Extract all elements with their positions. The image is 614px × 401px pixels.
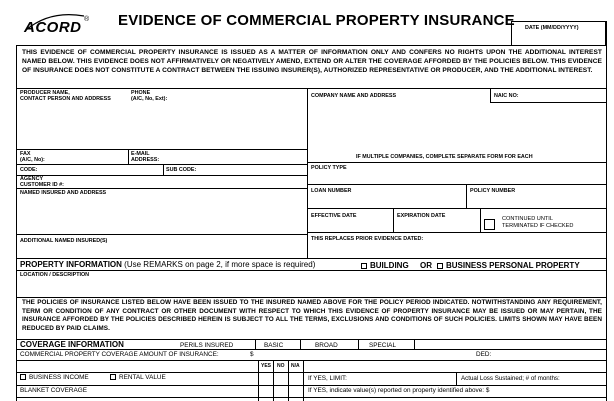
loan-policy-divider	[466, 184, 467, 208]
special-label: SPECIAL	[369, 342, 396, 349]
multiple-companies-note: IF MULTIPLE COMPANIES, COMPLETE SEPARATE FORM FOR EACH	[356, 154, 533, 160]
bi-top-line	[16, 372, 606, 373]
policy-type-divider	[307, 162, 606, 163]
policy-number-label: POLICY NUMBER	[470, 188, 516, 194]
dates-divider	[307, 208, 606, 209]
location-field[interactable]	[17, 279, 605, 297]
perils-div-2	[300, 339, 301, 349]
eff-exp-divider	[393, 208, 394, 232]
coverage-amount-label: COMMERCIAL PROPERTY COVERAGE AMOUNT OF INSURANCE:	[20, 351, 219, 358]
rental-value-label: RENTAL VALUE	[119, 374, 166, 381]
disclaimer-text: THIS EVIDENCE OF COMMERCIAL PROPERTY INSURANCE IS ISSUED AS A MATTER OF INFORMATION ONLY AND CONFERS NO RIGHTS UPON THE ADDITIONAL INTEREST NAMED BELOW. THIS EVIDENCE DOES NOT AFFIRMATIVELY OR NEGATIVELY AMEND, EXTEND OR ALTER THE COVERAGE AFFORDED BY THE POLICIES BELOW. THIS EVIDENCE OF INSURANCE DOES NOT CONSTITUTE A CONTRACT BETWEEN THE ISSUING INSURER(S), AUTHORIZED REPRESENTATIVE OR PRODUCER, AND THE ADDITIONAL INTEREST.	[22, 49, 602, 74]
email-sub-label: ADDRESS:	[131, 157, 160, 163]
basic-label: BASIC	[264, 342, 284, 349]
coverage-amount-field[interactable]	[256, 350, 471, 359]
additional-named-label: ADDITIONAL NAMED INSURED(S)	[20, 238, 108, 244]
limit-divider	[456, 372, 457, 385]
effective-date-label: EFFECTIVE DATE	[311, 213, 357, 219]
contact-address-label: CONTACT PERSON AND ADDRESS	[20, 96, 111, 102]
named-insured-field[interactable]	[17, 197, 306, 234]
company-name-label: COMPANY NAME AND ADDRESS	[311, 93, 397, 99]
property-heading-note: (Use REMARKS on page 2, if more space is required)	[124, 260, 316, 269]
top-border	[16, 45, 606, 46]
building-checkbox[interactable]	[361, 263, 367, 269]
perils-insured-label: PERILS INSURED	[180, 342, 234, 349]
replaces-label: THIS REPLACES PRIOR EVIDENCE DATED:	[311, 236, 424, 242]
code-subcode-divider	[163, 164, 164, 175]
policies-top-line	[16, 297, 606, 298]
phone-sub-label: (A/C, No, Ext):	[131, 96, 168, 102]
fax-label: FAX	[20, 151, 31, 157]
yes-no-line	[273, 360, 274, 401]
coverage-heading: COVERAGE INFORMATION	[20, 340, 124, 349]
no-na-line	[288, 360, 289, 401]
company-field[interactable]	[308, 102, 605, 152]
acord-logo	[20, 10, 90, 36]
perils-div-4	[414, 339, 415, 349]
replaces-divider	[307, 232, 606, 233]
code-divider	[16, 164, 307, 165]
fax-sub-label: (A/C, No):	[20, 157, 45, 163]
bpp-option[interactable]	[437, 261, 580, 270]
policies-statement: THE POLICIES OF INSURANCE LISTED BELOW HAVE BEEN ISSUED TO THE INSURED NAMED ABOVE FOR THE POLICY PERIOD INDICATED. NOTWITHSTANDING ANY REQUIREMENT, TERM OR CONDITION OF ANY CONTRACT OR OTHER DOCUMENT WITH RESPECT TO WHICH THIS EVIDENCE OF PROPERTY INSURANCE MAY BE ISSUED OR MAY PERTAIN, THE INSURANCE AFFORDED BY THE POLICIES DESCRIBED HEREIN IS SUBJECT TO ALL THE TERMS, EXCLUSIONS AND CONDITIONS OF SUCH POLICIES. LIMITS SHOWN MAY HAVE BEEN REDUCED BY PAID CLAIMS.	[22, 299, 602, 332]
bpp-checkbox[interactable]	[437, 263, 443, 269]
acord-registered-mark: ®	[84, 16, 90, 23]
date-box[interactable]	[511, 21, 606, 45]
yes-header: YES	[261, 363, 272, 369]
na-right-line	[303, 360, 304, 401]
business-income-checkbox[interactable]	[20, 374, 26, 380]
expiration-date-label: EXPIRATION DATE	[397, 213, 446, 219]
ynna-top-line	[16, 360, 606, 361]
if-yes-indicate-label: If YES, indicate value(s) reported on property identified above: $	[308, 387, 490, 394]
producer-name-label: PRODUCER NAME,	[20, 90, 70, 96]
rental-value-option[interactable]	[110, 374, 166, 381]
code-label: CODE:	[20, 167, 38, 173]
broad-option[interactable]	[303, 342, 353, 349]
fax-divider	[16, 149, 307, 150]
named-insured-divider	[16, 188, 307, 189]
building-option[interactable]	[361, 261, 409, 270]
naic-divider	[490, 88, 491, 102]
bpp-label: BUSINESS PERSONAL PROPERTY	[446, 261, 580, 270]
business-income-label: BUSINESS INCOME	[29, 374, 89, 381]
agency-label: AGENCY	[20, 176, 44, 182]
property-heading	[20, 260, 315, 269]
date-label: DATE (MM/DD/YYYY)	[525, 25, 579, 31]
loan-divider	[307, 184, 606, 185]
location-label: LOCATION / DESCRIPTION	[20, 272, 90, 278]
building-label: BUILDING	[370, 261, 409, 270]
continued-until-label: CONTINUED UNTIL	[502, 216, 553, 222]
continued-until-checkbox[interactable]	[484, 219, 495, 230]
terminated-if-label: TERMINATED IF CHECKED	[502, 223, 574, 229]
coverage-amount-dollar: $	[250, 351, 254, 358]
special-option[interactable]	[361, 342, 411, 349]
naic-label: NAIC NO:	[494, 93, 519, 99]
basic-option[interactable]	[258, 342, 298, 349]
email-label: E-MAIL	[131, 151, 150, 157]
broad-label: BROAD	[315, 342, 338, 349]
or-label: OR	[420, 261, 432, 270]
rental-value-checkbox[interactable]	[110, 374, 116, 380]
no-header: NO	[277, 363, 285, 369]
perils-div-1	[255, 339, 256, 349]
if-yes-limit-label: If YES, LIMIT:	[308, 375, 347, 382]
named-insured-label: NAMED INSURED AND ADDRESS	[20, 190, 107, 196]
actual-loss-label: Actual Loss Sustained; # of months:	[461, 375, 560, 382]
policy-type-label: POLICY TYPE	[311, 165, 347, 171]
right-border	[606, 21, 607, 401]
perils-div-3	[358, 339, 359, 349]
ded-label: DED:	[476, 351, 492, 358]
customer-id-label: CUSTOMER ID #:	[20, 182, 64, 188]
blanket-coverage-label: BLANKET COVERAGE	[20, 387, 88, 394]
blanket-top-line	[16, 385, 606, 386]
additional-divider	[16, 234, 307, 235]
agency-divider	[16, 175, 307, 176]
property-top-line	[16, 258, 606, 259]
sub-code-label: SUB CODE:	[166, 167, 197, 173]
fax-email-divider	[128, 149, 129, 164]
exp-cont-divider	[480, 208, 481, 232]
blanket-bottom-line	[16, 397, 606, 398]
producer-field[interactable]	[17, 104, 306, 149]
property-heading-text: PROPERTY INFORMATION	[20, 260, 122, 269]
location-top-line	[16, 270, 606, 271]
disclaimer-divider	[16, 88, 606, 89]
business-income-option[interactable]	[20, 374, 89, 381]
form-title: EVIDENCE OF COMMERCIAL PROPERTY INSURANCE	[118, 12, 515, 29]
yes-left-line	[258, 360, 259, 401]
na-header: N/A	[291, 363, 300, 369]
acord-logo-text: ACORD	[24, 19, 82, 36]
phone-label: PHONE	[131, 90, 151, 96]
loan-number-label: LOAN NUMBER	[311, 188, 352, 194]
